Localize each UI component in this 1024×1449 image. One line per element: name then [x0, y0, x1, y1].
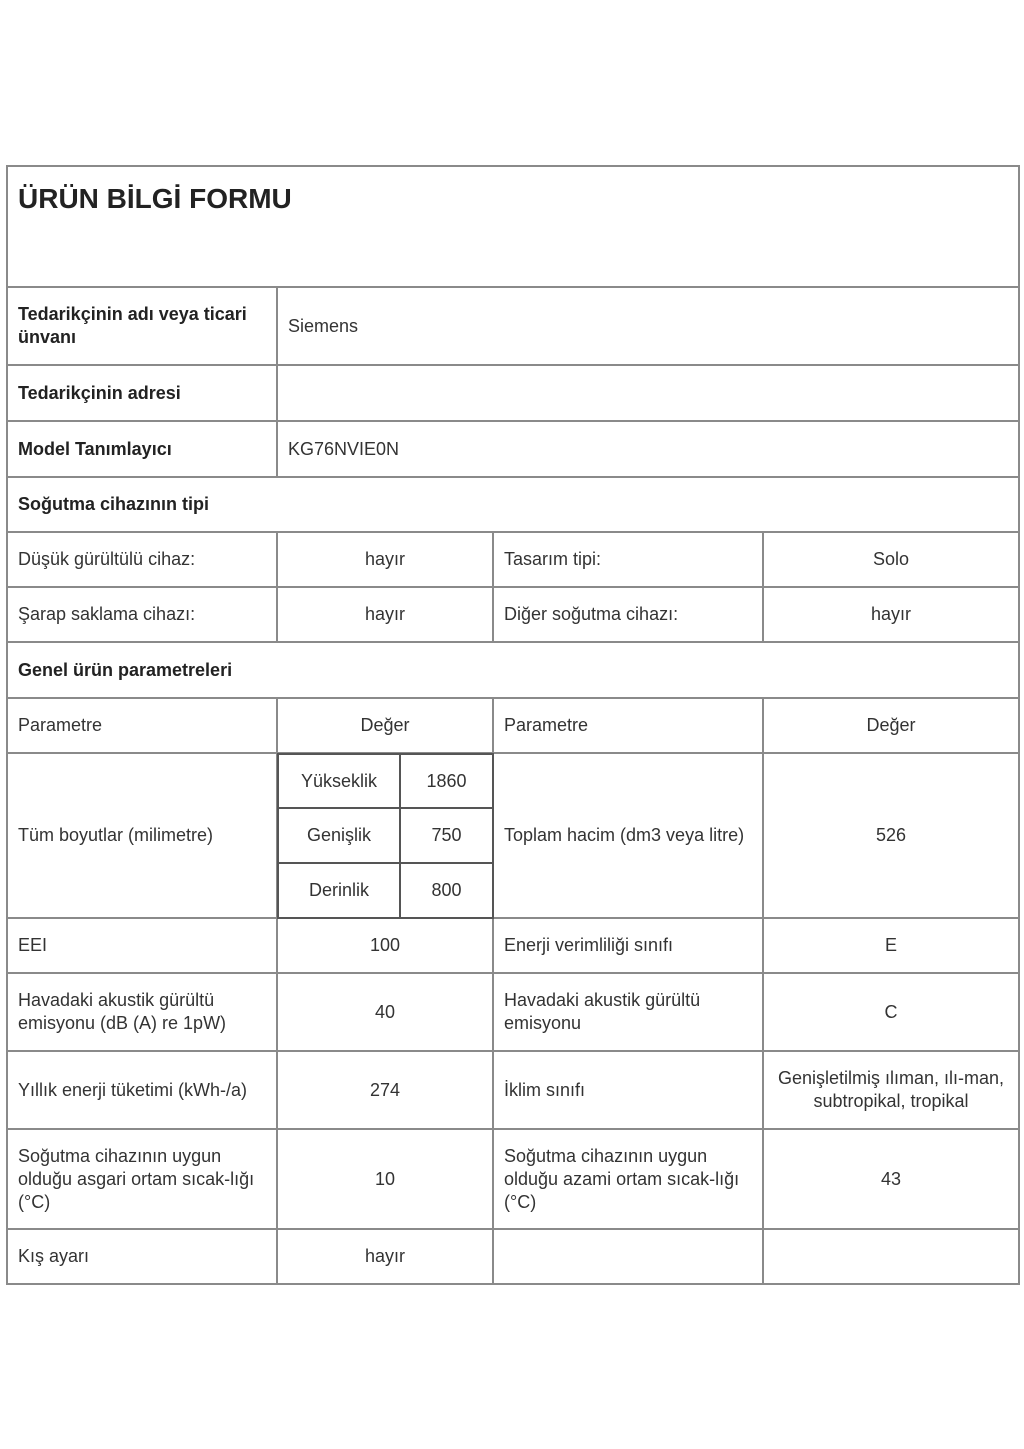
width-label: Genişlik [306, 825, 372, 845]
param-row-label: Kış ayarı [18, 1246, 90, 1266]
type-section-heading: Soğutma cihazının tipi [18, 494, 210, 514]
address-value [278, 366, 1018, 420]
dimensions-label: Tüm boyutlar (milimetre) [18, 825, 214, 845]
type-row-value: Solo [872, 549, 910, 569]
type-row-value: hayır [870, 604, 912, 624]
volume-value: 526 [875, 825, 907, 845]
header-parameter: Parametre [18, 715, 103, 735]
header-parameter: Parametre [504, 715, 589, 735]
model-label: Model Tanımlayıcı [18, 438, 172, 459]
type-row-value: hayır [364, 549, 406, 569]
param-row-value: 100 [369, 935, 401, 955]
param-row-value: E [884, 935, 897, 955]
type-row-param: Tasarım tipi: [504, 549, 602, 569]
param-row-label: Yıllık enerji tüketimi (kWh-/a) [18, 1079, 248, 1100]
param-row-label: Soğutma cihazının uygun olduğu azami ortam sıcak-lığı (°C) [504, 1145, 740, 1212]
param-row-label: EEI [18, 935, 48, 955]
type-row-param: Şarap saklama cihazı: [18, 604, 196, 624]
param-row-value: 274 [369, 1079, 401, 1100]
general-section-heading: Genel ürün parametreleri [18, 659, 233, 680]
param-row-value: C [884, 1001, 898, 1022]
param-row-label: Enerji verimliliği sınıfı [504, 935, 674, 955]
param-row-value: 40 [374, 1001, 396, 1022]
supplier-value: Siemens [288, 315, 359, 336]
param-row-value: 43 [880, 1168, 902, 1189]
param-row-value [764, 1230, 1018, 1283]
param-row-label: İklim sınıfı [504, 1079, 586, 1100]
type-row-param: Düşük gürültülü cihaz: [18, 549, 196, 569]
type-row-param: Diğer soğutma cihazı: [504, 604, 679, 624]
height-value: 1860 [426, 770, 467, 791]
depth-value: 800 [431, 880, 462, 900]
type-row-value: hayır [364, 604, 406, 624]
param-row-label: Soğutma cihazının uygun olduğu asgari ortam sıcak-lığı (°C) [18, 1145, 255, 1212]
param-row-value: Genişletilmiş ılıman, ılı-man, subtropikal, tropikal [777, 1068, 1005, 1111]
header-value: Değer [866, 715, 916, 735]
param-row-value: hayır [364, 1246, 406, 1266]
volume-label: Toplam hacim (dm3 veya litre) [504, 825, 745, 845]
param-row-label: Havadaki akustik gürültü emisyonu (dB (A) re 1pW) [18, 990, 227, 1033]
height-label: Yükseklik [300, 770, 378, 791]
form-title: ÜRÜN BİLGİ FORMU [18, 183, 292, 214]
header-value: Değer [360, 715, 410, 735]
width-value: 750 [431, 825, 462, 845]
supplier-label: Tedarikçinin adı veya ticari ünvanı [18, 304, 247, 347]
product-info-form [6, 165, 1020, 1285]
depth-label: Derinlik [308, 880, 369, 900]
address-label: Tedarikçinin adresi [18, 382, 181, 403]
param-row-label [494, 1230, 762, 1283]
param-row-label: Havadaki akustik gürültü emisyonu [504, 990, 701, 1033]
model-value: KG76NVIE0N [288, 438, 400, 459]
param-row-value: 10 [374, 1168, 396, 1189]
